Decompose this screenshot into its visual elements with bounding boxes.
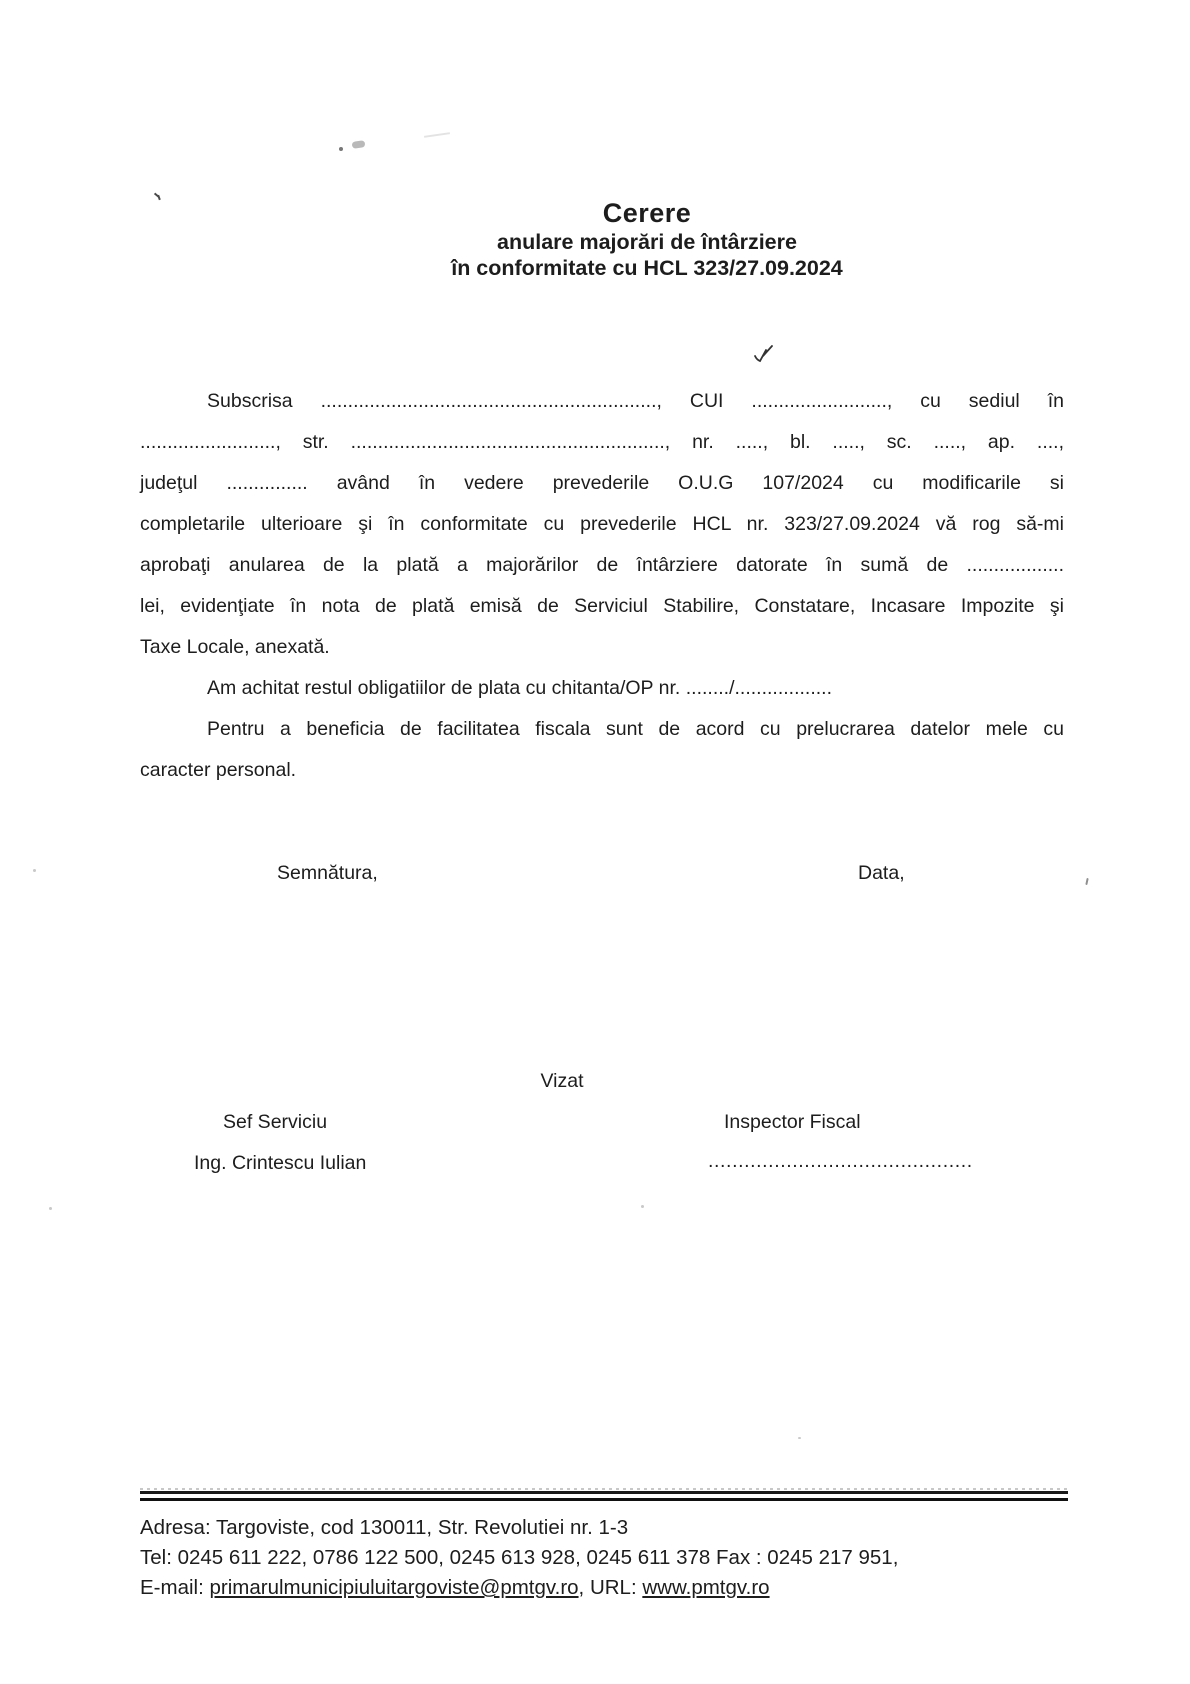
footer-url-label: , URL: (578, 1576, 643, 1599)
signature-label: Semnătura, (277, 862, 378, 884)
footer-divider-rule (140, 1491, 1068, 1501)
approver-name-left: Ing. Crintescu Iulian (194, 1152, 367, 1174)
scan-artifact-speck (641, 1205, 644, 1208)
body-line-gdpr-end: caracter personal. (140, 759, 297, 781)
document-title-block (104, 197, 1190, 281)
title-line-1: Cerere (602, 198, 692, 228)
footer-address: Adresa: Targoviste, cod 130011, Str. Revolutiei nr. 1-3 (140, 1516, 629, 1539)
body-line-anexata: Taxe Locale, anexată. (140, 636, 330, 658)
scan-artifact-streak (424, 132, 450, 138)
title-line-2: anulare majorări de întârziere (497, 230, 797, 254)
title-line-3: în conformitate cu HCL 323/27.09.2024 (451, 256, 843, 280)
body-line-serviciul: lei, evidenţiate în nota de plată emisă de Serviciul Stabilire, Constatare, Incasare Impozite şi (140, 595, 1064, 617)
scan-artifact-speck (798, 1437, 801, 1439)
request-body (140, 381, 1064, 791)
body-line-subscrisa: Subscrisa .............................................................., CUI ........................., cu sediul în (207, 390, 1064, 412)
footer-phone: Tel: 0245 611 222, 0786 122 500, 0245 613 928, 0245 611 378 Fax : 0245 217 951, (140, 1546, 899, 1569)
approver-signature-dots: ............................................ (708, 1150, 973, 1172)
body-line-address: ........................., str. .........................................................., nr. ....., bl. ....., sc. ....., ap. ...., (140, 431, 1064, 453)
body-line-chitanta: Am achitat restul obligatiilor de plata cu chitanta/OP nr. ......../.................. (207, 677, 833, 699)
date-label: Data, (858, 862, 905, 884)
footer-contact-line (140, 1573, 1068, 1603)
body-line-suma: aprobaţi anularea de la plată a majorărilor de întârziere datorate în sumă de .................. (140, 554, 1064, 576)
footer-url-link[interactable]: www.pmtgv.ro (642, 1576, 770, 1599)
body-line-gdpr: Pentru a beneficia de facilitatea fiscala sunt de acord cu prelucrarea datelor mele cu (207, 718, 1064, 740)
body-line-judet: judeţul ............... având în vedere prevederile O.U.G 107/2024 cu modificarile si (140, 472, 1064, 494)
vizat-label: Vizat (540, 1070, 584, 1092)
scan-artifact-speck (49, 1207, 52, 1210)
letterhead-footer (140, 1491, 1068, 1603)
body-line-hcl: completarile ulterioare şi în conformitate cu prevederile HCL nr. 323/27.09.2024 vă rog să-mi (140, 513, 1064, 535)
approver-role-left: Sef Serviciu (223, 1111, 328, 1133)
scan-artifact-speck (33, 869, 36, 872)
scan-artifact-dot (339, 147, 343, 151)
scan-artifact-apostrophe (1085, 878, 1088, 885)
footer-email-link[interactable]: primarulmunicipiuluitargoviste@pmtgv.ro (209, 1576, 579, 1599)
scan-artifact-check-squiggle (752, 344, 778, 366)
footer-email-label: E-mail: (140, 1576, 210, 1599)
scan-artifact-smudge (352, 140, 366, 149)
approver-role-right: Inspector Fiscal (724, 1111, 861, 1133)
